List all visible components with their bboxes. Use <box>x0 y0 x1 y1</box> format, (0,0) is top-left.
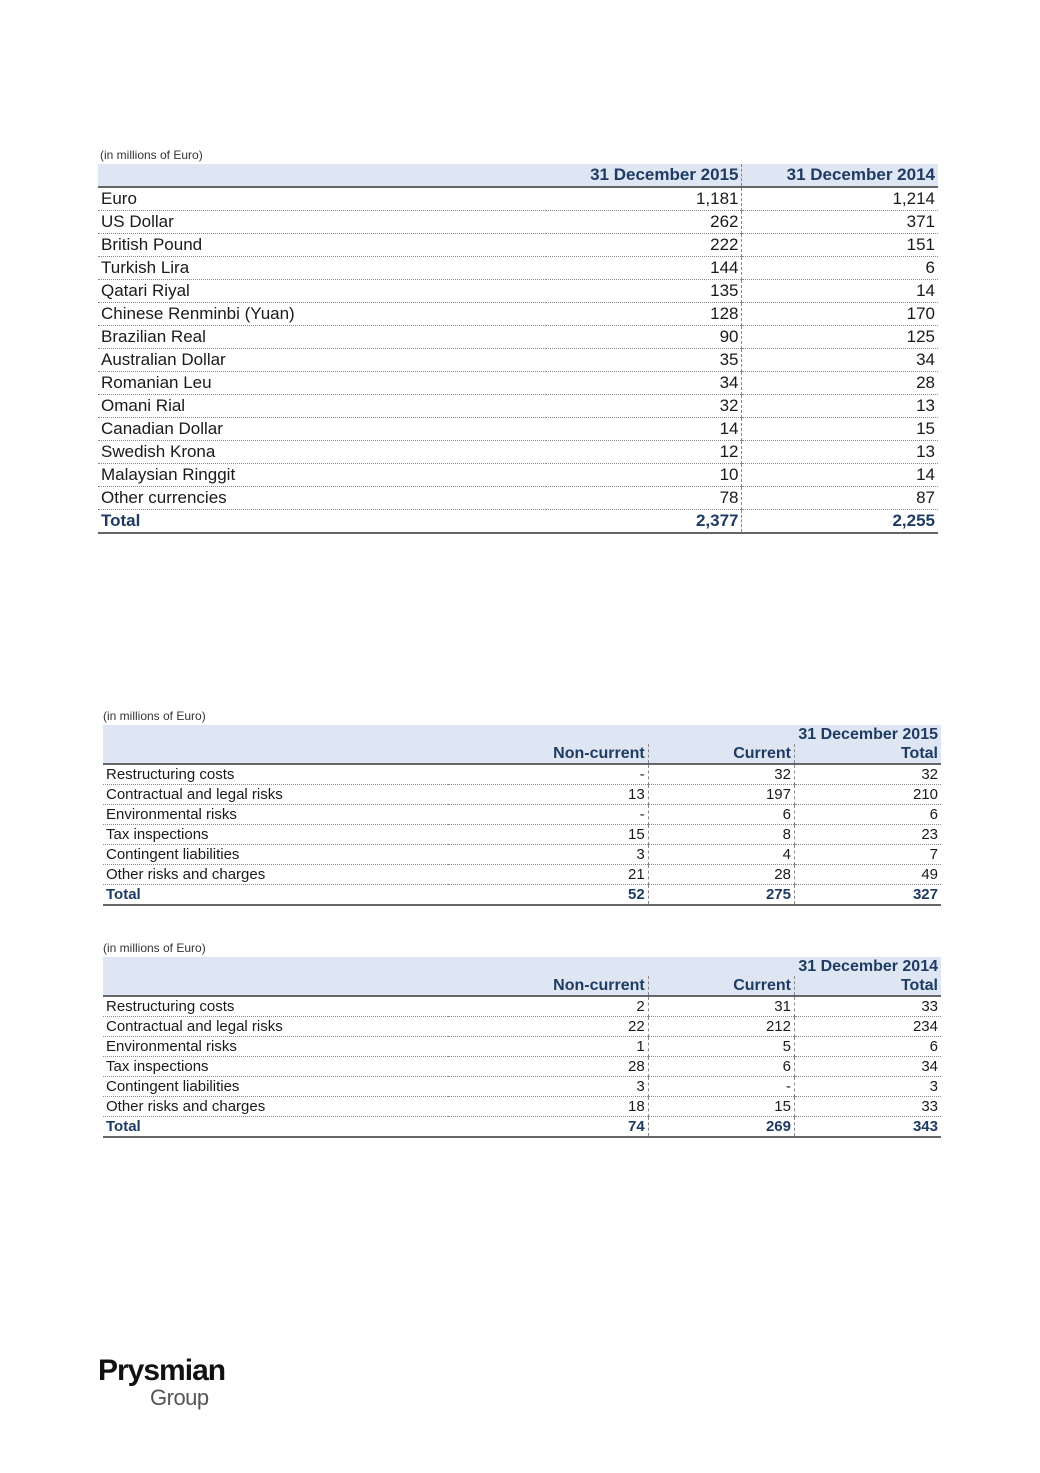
currency-row-value: 6 <box>742 257 938 280</box>
total-value: 2,255 <box>742 510 938 534</box>
table-row <box>103 785 941 805</box>
currency-row-label: Brazilian Real <box>98 326 546 349</box>
currency-row-value: 371 <box>742 211 938 234</box>
total-value: 74 <box>448 1117 649 1138</box>
currency-row-value: 128 <box>546 303 742 326</box>
provision-row-value: 212 <box>648 1017 794 1037</box>
provision-row-value: - <box>648 1077 794 1097</box>
provision-row-value: 28 <box>448 1057 649 1077</box>
header-total: Total <box>794 976 941 996</box>
currency-row-value: 28 <box>742 372 938 395</box>
table-row <box>103 825 941 845</box>
provision-row-value: 13 <box>448 785 649 805</box>
provision-row-value: 22 <box>448 1017 649 1037</box>
provision-row-label: Other risks and charges <box>103 1097 448 1117</box>
provision-row-value: 33 <box>794 996 941 1017</box>
provision-row-value: - <box>448 805 649 825</box>
table-row <box>103 805 941 825</box>
currency-table <box>98 164 938 534</box>
provision-row-label: Contingent liabilities <box>103 845 448 865</box>
total-label: Total <box>103 885 448 906</box>
currency-table-unit-label: (in millions of Euro) <box>100 148 203 162</box>
provisions-2014-unit-label: (in millions of Euro) <box>103 941 206 955</box>
currency-row-label: Australian Dollar <box>98 349 546 372</box>
provision-row-value: 49 <box>794 865 941 885</box>
currency-row-value: 12 <box>546 441 742 464</box>
total-row <box>103 885 941 906</box>
provision-row-label: Contractual and legal risks <box>103 785 448 805</box>
table-row <box>103 845 941 865</box>
currency-row-label: Other currencies <box>98 487 546 510</box>
currency-row-label: Romanian Leu <box>98 372 546 395</box>
provisions-2015-table <box>103 725 941 906</box>
header-current: Current <box>648 976 794 996</box>
currency-row-value: 1,214 <box>742 187 938 211</box>
currency-row-value: 10 <box>546 464 742 487</box>
currency-row-value: 262 <box>546 211 742 234</box>
table-row <box>98 326 938 349</box>
provision-row-value: 21 <box>448 865 649 885</box>
provision-row-value: 15 <box>648 1097 794 1117</box>
table-row <box>98 187 938 211</box>
total-row <box>103 1117 941 1138</box>
provision-row-value: 3 <box>448 845 649 865</box>
currency-row-value: 151 <box>742 234 938 257</box>
prysmian-group-logo <box>98 1355 225 1409</box>
provisions-2014-date-row <box>103 957 941 976</box>
currency-row-label: US Dollar <box>98 211 546 234</box>
provision-row-value: 4 <box>648 845 794 865</box>
currency-row-value: 144 <box>546 257 742 280</box>
provision-row-value: 3 <box>448 1077 649 1097</box>
currency-row-label: Qatari Riyal <box>98 280 546 303</box>
provision-row-value: 33 <box>794 1097 941 1117</box>
table-row <box>98 211 938 234</box>
table-row <box>103 996 941 1017</box>
provision-row-label: Tax inspections <box>103 825 448 845</box>
currency-row-label: Chinese Renminbi (Yuan) <box>98 303 546 326</box>
header-cell-2014: 31 December 2014 <box>742 164 938 187</box>
provisions-2015-header <box>103 744 941 764</box>
currency-row-label: Euro <box>98 187 546 211</box>
provision-row-value: 210 <box>794 785 941 805</box>
provision-row-value: 28 <box>648 865 794 885</box>
table-row <box>98 280 938 303</box>
total-value: 343 <box>794 1117 941 1138</box>
header-non-current: Non-current <box>448 744 649 764</box>
provision-row-value: 18 <box>448 1097 649 1117</box>
provision-row-value: 34 <box>794 1057 941 1077</box>
table-row <box>103 1097 941 1117</box>
provision-row-value: 31 <box>648 996 794 1017</box>
currency-row-value: 125 <box>742 326 938 349</box>
total-label: Total <box>103 1117 448 1138</box>
provision-row-value: 6 <box>794 1037 941 1057</box>
provision-row-value: 32 <box>648 764 794 785</box>
provision-row-value: 15 <box>448 825 649 845</box>
provision-row-value: 32 <box>794 764 941 785</box>
logo-sub-text: Group <box>150 1385 209 1410</box>
total-row <box>98 510 938 534</box>
currency-row-value: 90 <box>546 326 742 349</box>
provision-row-label: Restructuring costs <box>103 764 448 785</box>
currency-row-label: Turkish Lira <box>98 257 546 280</box>
currency-row-value: 135 <box>546 280 742 303</box>
currency-row-value: 78 <box>546 487 742 510</box>
currency-row-value: 13 <box>742 395 938 418</box>
table-row <box>98 349 938 372</box>
total-value: 52 <box>448 885 649 906</box>
table-row <box>103 1057 941 1077</box>
table-row <box>103 1017 941 1037</box>
currency-table-header <box>98 164 938 187</box>
provision-row-value: 7 <box>794 845 941 865</box>
currency-row-value: 34 <box>742 349 938 372</box>
provision-row-value: 197 <box>648 785 794 805</box>
provision-row-label: Contingent liabilities <box>103 1077 448 1097</box>
provision-row-value: - <box>448 764 649 785</box>
logo-main-text: Prysmian <box>98 1354 226 1387</box>
currency-row-label: Malaysian Ringgit <box>98 464 546 487</box>
currency-row-value: 14 <box>742 464 938 487</box>
currency-row-value: 14 <box>546 418 742 441</box>
provision-row-value: 3 <box>794 1077 941 1097</box>
table-row <box>103 1077 941 1097</box>
table-row <box>103 764 941 785</box>
currency-row-label: Canadian Dollar <box>98 418 546 441</box>
table-row <box>103 1037 941 1057</box>
total-label: Total <box>98 510 546 534</box>
currency-row-value: 35 <box>546 349 742 372</box>
provision-row-value: 1 <box>448 1037 649 1057</box>
provisions-2014-table <box>103 957 941 1138</box>
provision-row-value: 6 <box>794 805 941 825</box>
total-value: 275 <box>648 885 794 906</box>
provision-row-value: 23 <box>794 825 941 845</box>
provisions-2015-unit-label: (in millions of Euro) <box>103 709 206 723</box>
provision-row-label: Contractual and legal risks <box>103 1017 448 1037</box>
currency-row-label: Omani Rial <box>98 395 546 418</box>
header-cell-2015: 31 December 2015 <box>546 164 742 187</box>
total-value: 327 <box>794 885 941 906</box>
total-value: 269 <box>648 1117 794 1138</box>
total-value: 2,377 <box>546 510 742 534</box>
provisions-2015-date-row <box>103 725 941 744</box>
provision-row-value: 6 <box>648 805 794 825</box>
table-row <box>98 234 938 257</box>
table-row <box>98 464 938 487</box>
currency-row-value: 34 <box>546 372 742 395</box>
provisions-2014-header <box>103 976 941 996</box>
table-row <box>98 257 938 280</box>
provision-row-value: 8 <box>648 825 794 845</box>
provisions-2015-date: 31 December 2015 <box>794 725 941 744</box>
header-cell-label <box>98 164 546 187</box>
provision-row-label: Other risks and charges <box>103 865 448 885</box>
table-row <box>98 418 938 441</box>
provision-row-value: 5 <box>648 1037 794 1057</box>
currency-row-value: 32 <box>546 395 742 418</box>
provision-row-value: 6 <box>648 1057 794 1077</box>
provision-row-label: Restructuring costs <box>103 996 448 1017</box>
currency-row-value: 170 <box>742 303 938 326</box>
currency-row-value: 87 <box>742 487 938 510</box>
provision-row-value: 234 <box>794 1017 941 1037</box>
provision-row-label: Environmental risks <box>103 1037 448 1057</box>
currency-row-value: 1,181 <box>546 187 742 211</box>
currency-row-label: British Pound <box>98 234 546 257</box>
currency-row-value: 222 <box>546 234 742 257</box>
provision-row-label: Environmental risks <box>103 805 448 825</box>
currency-row-value: 14 <box>742 280 938 303</box>
table-row <box>98 441 938 464</box>
provisions-2014-date: 31 December 2014 <box>794 957 941 976</box>
provision-row-label: Tax inspections <box>103 1057 448 1077</box>
header-total: Total <box>794 744 941 764</box>
currency-row-value: 15 <box>742 418 938 441</box>
table-row <box>103 865 941 885</box>
table-row <box>98 372 938 395</box>
table-row <box>98 303 938 326</box>
provision-row-value: 2 <box>448 996 649 1017</box>
currency-row-label: Swedish Krona <box>98 441 546 464</box>
header-current: Current <box>648 744 794 764</box>
table-row <box>98 395 938 418</box>
currency-row-value: 13 <box>742 441 938 464</box>
header-non-current: Non-current <box>448 976 649 996</box>
table-row <box>98 487 938 510</box>
